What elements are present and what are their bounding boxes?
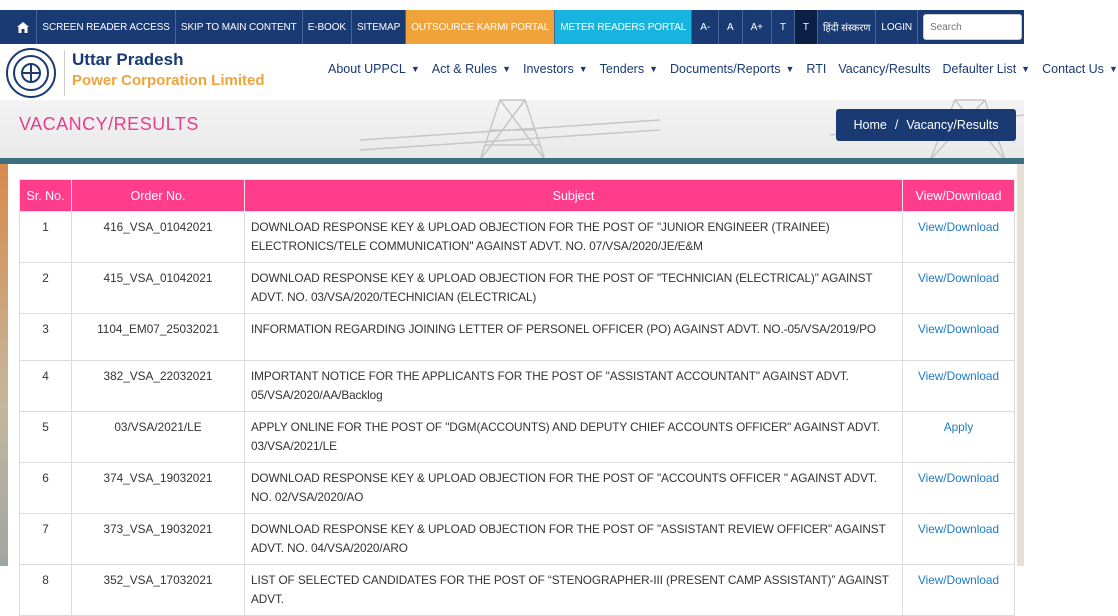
nav-documents-reports[interactable]	[670, 62, 794, 76]
main-nav	[328, 62, 1118, 76]
content-panel	[8, 164, 1017, 606]
header-view-download: View/Download	[903, 180, 1015, 212]
row-order-no: 416_VSA_01042021	[72, 212, 245, 263]
row-sr-no: 6	[20, 463, 72, 514]
chevron-down-icon: ▼	[410, 64, 420, 74]
font-increase-button[interactable]: A+	[743, 10, 772, 44]
table-row	[20, 314, 1015, 361]
table-row	[20, 212, 1015, 263]
nav-vacancy-results[interactable]	[838, 62, 930, 76]
table-header-row	[20, 180, 1015, 212]
row-sr-no: 2	[20, 263, 72, 314]
header-order-no: Order No.	[72, 180, 245, 212]
left-background-band	[0, 164, 8, 566]
row-sr-no: 8	[20, 565, 72, 616]
chevron-down-icon: ▼	[502, 64, 511, 74]
nav-defaulter-list[interactable]	[943, 62, 1031, 76]
nav-tenders[interactable]	[600, 62, 658, 76]
uppcl-logo[interactable]	[6, 48, 56, 98]
chevron-down-icon: ▼	[578, 64, 588, 74]
row-subject: IMPORTANT NOTICE FOR THE APPLICANTS FOR THE POST OF "ASSISTANT ACCOUNTANT" AGAINST ADVT. 05/VSA/2020/AA/Backlog	[245, 361, 903, 412]
row-order-no: 03/VSA/2021/LE	[72, 412, 245, 463]
nav-label: Defaulter List	[942, 62, 1017, 76]
theme-dark-button[interactable]: T	[795, 10, 818, 44]
screen-reader-link[interactable]: SCREEN READER ACCESS	[37, 10, 175, 44]
header-subject: Subject	[245, 180, 903, 212]
nav-label: RTI	[806, 62, 827, 76]
row-order-no: 373_VSA_19032021	[72, 514, 245, 565]
row-subject: DOWNLOAD RESPONSE KEY & UPLOAD OBJECTION FOR THE POST OF "ASSISTANT REVIEW OFFICER" AGAINST ADVT. NO. 04/VSA/2020/ARO	[245, 514, 903, 565]
meter-readers-portal-link[interactable]: METER READERS PORTAL	[555, 10, 692, 44]
row-view-download-link[interactable]: View/Download	[903, 361, 1015, 412]
nav-act-rules[interactable]	[432, 62, 511, 76]
row-subject: APPLY ONLINE FOR THE POST OF "DGM(ACCOUNTS) AND DEPUTY CHIEF ACCOUNTS OFFICER" AGAINST ADVT. 03/VSA/2021/LE	[245, 412, 903, 463]
table-row	[20, 263, 1015, 314]
table-row	[20, 463, 1015, 514]
row-view-download-link[interactable]: View/Download	[903, 212, 1015, 263]
brand-name-line1: Uttar Pradesh	[72, 50, 184, 69]
row-order-no: 352_VSA_17032021	[72, 565, 245, 616]
row-view-download-link[interactable]: View/Download	[903, 463, 1015, 514]
row-view-download-link[interactable]: View/Download	[903, 565, 1015, 616]
row-order-no: 415_VSA_01042021	[72, 263, 245, 314]
row-sr-no: 4	[20, 361, 72, 412]
row-sr-no: 7	[20, 514, 72, 565]
breadcrumb	[836, 109, 1016, 141]
breadcrumb-separator: /	[894, 118, 899, 132]
row-view-download-link[interactable]: View/Download	[903, 314, 1015, 361]
font-normal-button[interactable]: A	[719, 10, 743, 44]
header-sr-no: Sr. No.	[20, 180, 72, 212]
row-subject: INFORMATION REGARDING JOINING LETTER OF PERSONEL OFFICER (PO) AGAINST ADVT. NO.-05/VSA/2019/PO	[245, 314, 903, 361]
nav-label: Contact Us	[1042, 62, 1104, 76]
breadcrumb-current: Vacancy/Results	[906, 118, 999, 132]
nav-rti[interactable]	[806, 62, 826, 76]
row-sr-no: 1	[20, 212, 72, 263]
row-subject: LIST OF SELECTED CANDIDATES FOR THE POST OF “STENOGRAPHER-III (PRESENT CAMP ASSISTANT)” AGAINST ADVT.	[245, 565, 903, 616]
nav-label: Vacancy/Results	[838, 62, 931, 76]
utility-bar	[0, 10, 1024, 44]
row-subject: DOWNLOAD RESPONSE KEY & UPLOAD OBJECTION FOR THE POST OF "ACCOUNTS OFFICER " AGAINST ADVT. NO. 02/VSA/2020/AO	[245, 463, 903, 514]
chevron-down-icon: ▼	[1021, 64, 1031, 74]
nav-investors[interactable]	[523, 62, 588, 76]
nav-label: Documents/Reports	[670, 62, 781, 76]
nav-label: Act & Rules	[431, 62, 498, 76]
theme-light-button[interactable]: T	[772, 10, 795, 44]
nav-label: Tenders	[599, 62, 645, 76]
brand-name-line2: Power Corporation Limited	[72, 72, 265, 89]
right-background-band	[1017, 164, 1024, 566]
home-icon[interactable]	[10, 10, 37, 44]
chevron-down-icon: ▼	[785, 64, 795, 74]
search-input[interactable]	[923, 14, 1022, 40]
nav-contact-us[interactable]	[1042, 62, 1118, 76]
nav-label: About UPPCL	[328, 62, 406, 76]
outsource-karmi-portal-link[interactable]: OUTSOURCE KARMI PORTAL	[406, 10, 555, 44]
row-view-download-link[interactable]: View/Download	[903, 263, 1015, 314]
table-row	[20, 361, 1015, 412]
login-link[interactable]: LOGIN	[876, 10, 918, 44]
breadcrumb-home-link[interactable]: Home	[853, 118, 887, 132]
page-title: VACANCY/RESULTS	[19, 114, 199, 134]
font-decrease-button[interactable]: A-	[692, 10, 719, 44]
top-strip	[0, 0, 1024, 10]
table-row	[20, 565, 1015, 616]
row-sr-no: 3	[20, 314, 72, 361]
row-apply-link[interactable]: Apply	[903, 412, 1015, 463]
ebook-link[interactable]: E-BOOK	[303, 10, 352, 44]
row-sr-no: 5	[20, 412, 72, 463]
skip-to-main-link[interactable]: SKIP TO MAIN CONTENT	[176, 10, 303, 44]
hindi-version-link[interactable]: हिंदी संस्करण	[818, 10, 876, 44]
table-row	[20, 412, 1015, 463]
nav-label: Investors	[522, 62, 574, 76]
logo-emblem-icon	[13, 55, 49, 91]
site-header	[0, 44, 1118, 100]
row-subject: DOWNLOAD RESPONSE KEY & UPLOAD OBJECTION FOR THE POST OF "JUNIOR ENGINEER (TRAINEE) ELECTRONICS/TELE COMMUNICATION" AGAINST ADVT. NO. 07/VSA/2020/JE/E&M	[245, 212, 903, 263]
nav-about-uppcl[interactable]	[328, 62, 420, 76]
row-view-download-link[interactable]: View/Download	[903, 514, 1015, 565]
chevron-down-icon: ▼	[1108, 64, 1118, 74]
row-order-no: 374_VSA_19032021	[72, 463, 245, 514]
chevron-down-icon: ▼	[649, 64, 659, 74]
row-order-no: 1104_EM07_25032021	[72, 314, 245, 361]
vacancy-table	[19, 179, 1015, 616]
logo-divider	[64, 50, 65, 96]
row-order-no: 382_VSA_22032021	[72, 361, 245, 412]
table-row	[20, 514, 1015, 565]
sitemap-link[interactable]: SITEMAP	[352, 10, 406, 44]
row-subject: DOWNLOAD RESPONSE KEY & UPLOAD OBJECTION FOR THE POST OF "TECHNICIAN (ELECTRICAL)" AGAINST ADVT. NO. 03/VSA/2020/TECHNICIAN (ELECTRICAL)	[245, 263, 903, 314]
